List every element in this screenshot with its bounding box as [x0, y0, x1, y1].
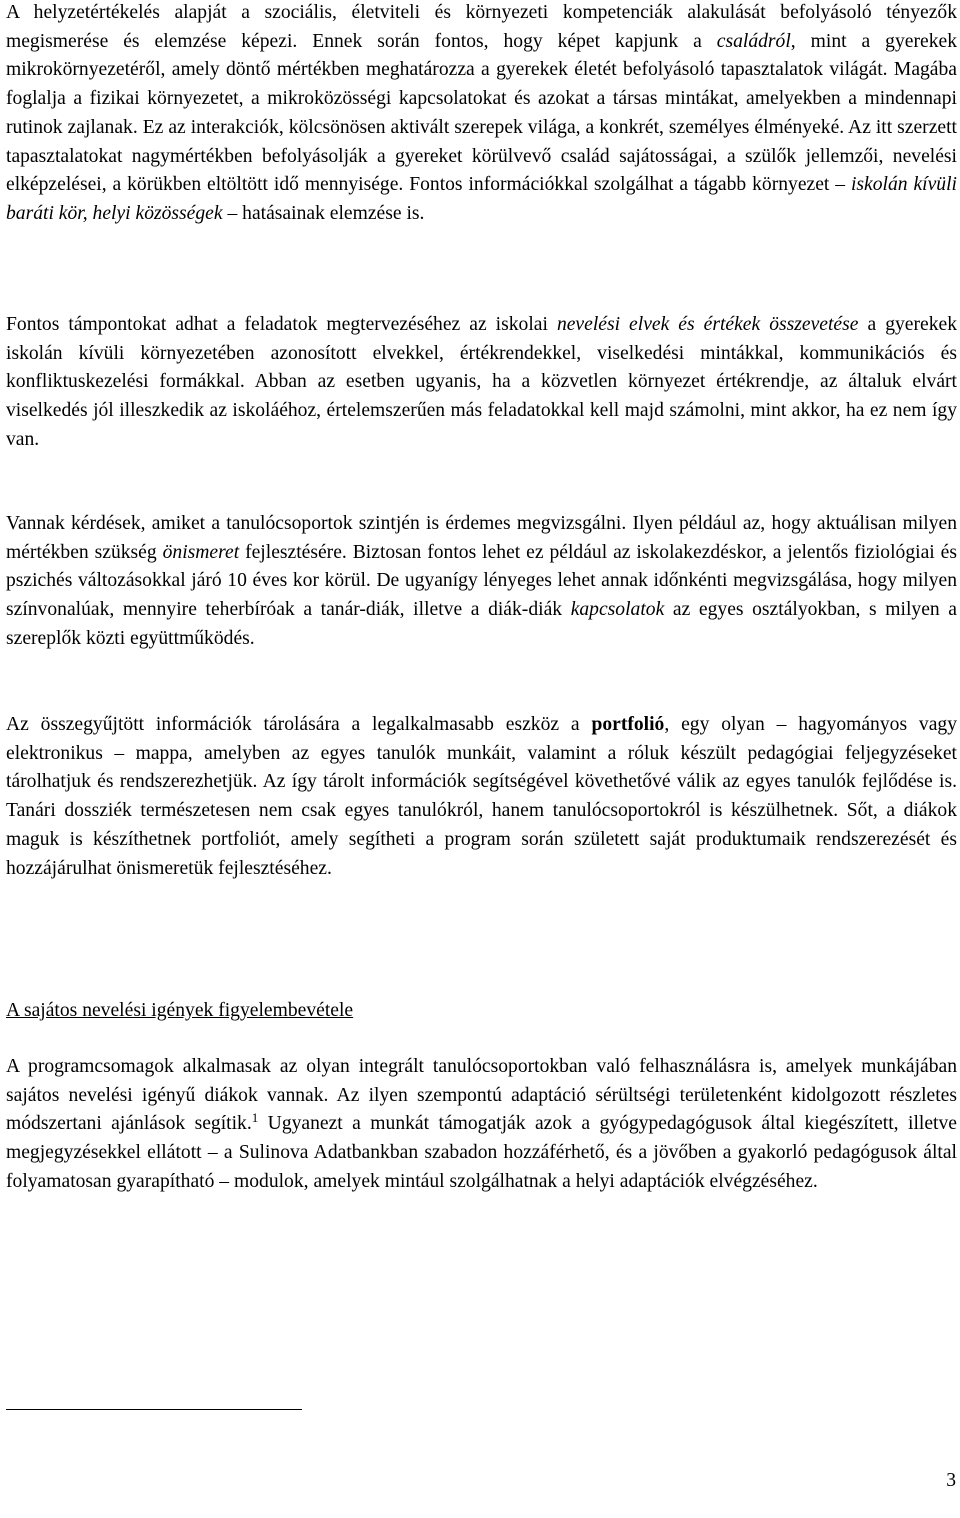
paragraph-portfolio: Az összegyűjtött információk tárolására a legalkalmasabb eszköz a portfolió, egy olyan – hagyományos vagy elektronikus – mappa, amelyben az egyes tanulók munkáit, valamint a róluk készült pedagógiai feljegyzéseket tárolhatjuk és rendszerezhetjük. Az így tárolt információk segítségével követhetővé válik az egyes tanulók fejlődése is. Tanári dossziék természetesen nem csak egyes tanulókról, hanem tanulócsoportokról is készülhetnek. Sőt, a diákok maguk is készíthetnek portfoliót, amely segítheti a program során született saját produktumaik rendszerezését és hozzájárulhat önismeretük fejlesztéséhez. — [6, 714, 957, 879]
paragraph-situation-assessment: A helyzetértékelés alapját a szociális, életviteli és környezeti kompetenciák alakulását befolyásoló tényezők megismerése és elemzése képezi. Ennek során fontos, hogy képet kapjunk a családról, mint a gyerekek mikrokörnyezetéről, amely döntő mértékben meghatározza a gyerekek életét befolyásoló tapasztalatok világát. Magába foglalja a fizikai környezetet, a mikroközösségi kapcsolatokat és azokat a társas mintákat, amelyekben a mindennapi rutinok zajlanak. Ez az interakciók, kölcsönösen aktivált szerepek világa, a konkrét, személyes élményeké. Az itt szerzett tapasztalatokat nagymértékben befolyásolják a gyereket körülvevő család sajátosságai, a szülők jellemzői, nevelési elképzelései, a körükben eltöltött idő mennyisége. Fontos információkkal szolgálhat a tágabb környezet – iskolán kívüli baráti kör, helyi közösségek – hatásainak elemzése is. — [6, 2, 957, 224]
paragraph-values-comparison: Fontos támpontokat adhat a feladatok megtervezéséhez az iskolai nevelési elvek és értékek összevetése a gyerekek iskolán kívüli környezetében azonosított elvekkel, értékrendekkel, viselkedési mintákkal, kommunikációs és konfliktuskezelési formákkal. Abban az esetben ugyanis, ha a közvetlen környezet értékrendje, az általuk elvárt viselkedés jól illeszkedik az iskoláéhoz, értelemszerűen más feladatokkal kell majd számolni, mint akkor, ha ez nem így van. — [6, 314, 957, 450]
section-heading: A sajátos nevelési igények figyelembevétele — [6, 1000, 354, 1021]
footnote-reference[interactable]: 1 — [251, 1110, 259, 1126]
paragraph-group-questions: Vannak kérdések, amiket a tanulócsoportok szintjén is érdemes megvizsgálni. Ilyen például az, hogy aktuálisan milyen mértékben szükség önismeret fejlesztésére. Biztosan fontos lehet ez például az iskolakezdéskor, a jelentős fiziológiai és pszichés változásokkal járó 10 éves kor körül. De ugyanígy lényeges lehet annak időnkénti megvizsgálása, hogy milyen színvonalúak, mennyire teherbíróak a tanár-diák, illetve a diák-diák kapcsolatok az egyes osztályokban, s milyen a szereplők közti együttműködés. — [6, 513, 957, 649]
paragraph-special-needs: A programcsomagok alkalmasak az olyan integrált tanulócsoportokban való felhasználásra is, amelyek munkájában sajátos nevelési igényű diákok vannak. Az ilyen szempontú adaptáció sérültségi területenként kidolgozott részletes módszertani ajánlások segítik.$^1$ Ugyanezt a munkát támogatják azok a gyógypedagógusok által kiegészített, illetve megjegyzésekkel ellátott – a Sulinova Adatbankban szabadon hozzáférhető, és a jövőben a gyakorló pedagógusok által folyamatosan gyarapítható – modulok, amelyek mintául szolgálhatnak a helyi adaptációk elvégzéséhez. — [6, 1056, 957, 1192]
footnote-separator — [6, 1409, 302, 1410]
page-number: 3 — [946, 1470, 956, 1491]
